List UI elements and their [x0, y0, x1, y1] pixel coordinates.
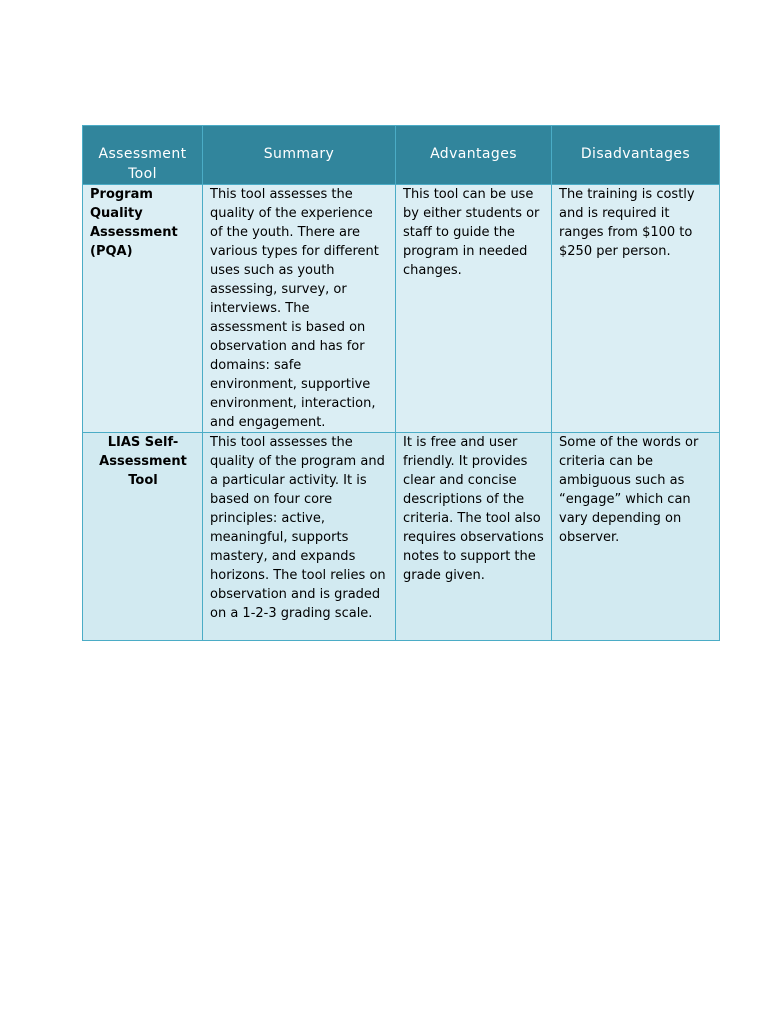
table-row-pqa [83, 185, 720, 433]
header-advantages: Advantages [396, 126, 552, 185]
tool-name-cell: Program Quality Assessment (PQA) [83, 185, 203, 433]
summary-cell: This tool assesses the quality of the experience of the youth. There are various types for different uses such as youth assessing, survey, or interviews. The assessment is based on observation and has for domains: safe environment, supportive environment, interaction, and engagement. [203, 185, 396, 433]
table-header-row [83, 126, 720, 185]
tool-name-cell: LIAS Self-Assessment Tool [83, 433, 203, 641]
header-assessment-tool: Assessment Tool [83, 126, 203, 185]
table-row-lias [83, 433, 720, 641]
advantages-cell: This tool can be use by either students or staff to guide the program in needed changes. [396, 185, 552, 433]
assessment-tools-table [82, 125, 720, 641]
header-summary: Summary [203, 126, 396, 185]
advantages-cell: It is free and user friendly. It provides clear and concise descriptions of the criteria. The tool also requires observations notes to support the grade given. [396, 433, 552, 641]
disadvantages-cell: Some of the words or criteria can be ambiguous such as “engage” which can vary depending on observer. [552, 433, 720, 641]
summary-cell: This tool assesses the quality of the program and a particular activity. It is based on four core principles: active, meaningful, supports mastery, and expands horizons. The tool relies on observation and is graded on a 1-2-3 grading scale. [203, 433, 396, 641]
disadvantages-cell: The training is costly and is required it ranges from $100 to $250 per person. [552, 185, 720, 433]
header-disadvantages: Disadvantages [552, 126, 720, 185]
